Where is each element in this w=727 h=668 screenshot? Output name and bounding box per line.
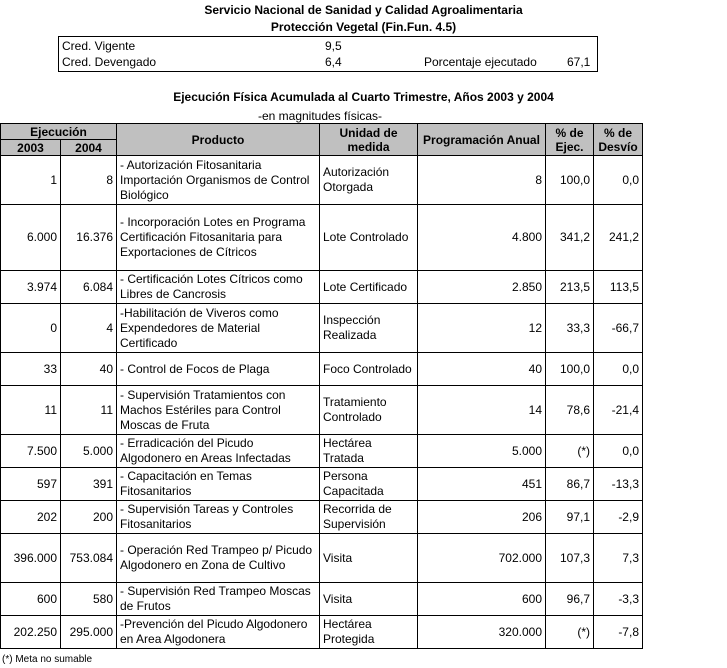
- cell-2003: 3.974: [1, 271, 61, 304]
- cell-programacion-anual: 600: [418, 583, 546, 616]
- cell-producto: - Incorporación Lotes en Programa Certificación Fitosanitaria para Exportaciones de Cítricos: [117, 205, 320, 271]
- cell-pct-desvio: -21,4: [594, 386, 643, 435]
- cell-unidad-medida: Hectárea Tratada: [320, 435, 418, 468]
- cell-pct-ejecucion: (*): [546, 616, 594, 649]
- cell-programacion-anual: 40: [418, 353, 546, 386]
- cell-2003: 6.000: [1, 205, 61, 271]
- cell-pct-ejecucion: 341,2: [546, 205, 594, 271]
- document-subtitle: Protección Vegetal (Fin.Fun. 4.5): [270, 20, 457, 34]
- cell-2004: 200: [61, 501, 117, 534]
- cell-unidad-medida: Recorrida de Supervisión: [320, 501, 418, 534]
- cell-programacion-anual: 14: [418, 386, 546, 435]
- cell-2004: 753.084: [61, 534, 117, 583]
- cell-programacion-anual: 4.800: [418, 205, 546, 271]
- cell-programacion-anual: 320.000: [418, 616, 546, 649]
- cell-producto: - Certificación Lotes Cítricos como Libres de Cancrosis: [117, 271, 320, 304]
- header-ejecucion: Ejecución: [1, 124, 117, 140]
- header-pct-desvio: % de Desvío: [594, 124, 643, 156]
- cell-unidad-medida: Hectárea Protegida: [320, 616, 418, 649]
- cell-unidad-medida: Inspección Realizada: [320, 304, 418, 353]
- cell-unidad-medida: Lote Controlado: [320, 205, 418, 271]
- cell-unidad-medida: Visita: [320, 583, 418, 616]
- cell-producto: - Autorización Fitosanitaria Importación Organismos de Control Biológico: [117, 156, 320, 205]
- credits-box: [58, 36, 598, 72]
- credito-vigente-value: 9,5: [325, 39, 342, 53]
- table-row: [1, 156, 643, 205]
- cell-2003: 1: [1, 156, 61, 205]
- cell-producto: - Control de Focos de Plaga: [117, 353, 320, 386]
- cell-2003: 7.500: [1, 435, 61, 468]
- cell-pct-desvio: -66,7: [594, 304, 643, 353]
- cell-pct-desvio: 0,0: [594, 435, 643, 468]
- cell-2003: 597: [1, 468, 61, 501]
- cell-2003: 600: [1, 583, 61, 616]
- cell-producto: - Supervisión Tareas y Controles Fitosanitarios: [117, 501, 320, 534]
- cell-pct-ejecucion: 100,0: [546, 353, 594, 386]
- cell-producto: - Capacitación en Temas Fitosanitarios: [117, 468, 320, 501]
- cell-unidad-medida: Tratamiento Controlado: [320, 386, 418, 435]
- cell-pct-ejecucion: 86,7: [546, 468, 594, 501]
- cell-2003: 202.250: [1, 616, 61, 649]
- cell-producto: - Erradicación del Picudo Algodonero en Areas Infectadas: [117, 435, 320, 468]
- cell-programacion-anual: 2.850: [418, 271, 546, 304]
- footnote: (*) Meta no sumable: [2, 654, 93, 665]
- table-row: [1, 271, 643, 304]
- cell-2004: 16.376: [61, 205, 117, 271]
- table-title: Ejecución Física Acumulada al Cuarto Trimestre, Años 2003 y 2004: [173, 90, 554, 104]
- table-row: [1, 616, 643, 649]
- cell-producto: -Habilitación de Viveros como Expendedores de Material Certificado: [117, 304, 320, 353]
- cell-pct-desvio: 113,5: [594, 271, 643, 304]
- table-row: [1, 501, 643, 534]
- header-pct-ejecucion: % de Ejec.: [546, 124, 594, 156]
- cell-2003: 202: [1, 501, 61, 534]
- table-row: [1, 304, 643, 353]
- header-producto: Producto: [117, 124, 320, 156]
- table-row: [1, 468, 643, 501]
- table-row: [1, 386, 643, 435]
- cell-pct-desvio: 0,0: [594, 353, 643, 386]
- cell-2004: 580: [61, 583, 117, 616]
- cell-pct-ejecucion: 107,3: [546, 534, 594, 583]
- table-row: [1, 583, 643, 616]
- cell-2004: 8: [61, 156, 117, 205]
- cell-unidad-medida: Visita: [320, 534, 418, 583]
- ejecucion-fisica-table: [0, 123, 643, 649]
- cell-producto: - Supervisión Tratamientos con Machos Estériles para Control Moscas de Fruta: [117, 386, 320, 435]
- cell-programacion-anual: 206: [418, 501, 546, 534]
- table-row: [1, 534, 643, 583]
- cell-2004: 295.000: [61, 616, 117, 649]
- header-2003: 2003: [1, 140, 61, 156]
- cell-pct-ejecucion: 78,6: [546, 386, 594, 435]
- cell-programacion-anual: 451: [418, 468, 546, 501]
- cell-2004: 391: [61, 468, 117, 501]
- cell-pct-ejecucion: 100,0: [546, 156, 594, 205]
- cell-pct-ejecucion: 213,5: [546, 271, 594, 304]
- cell-pct-ejecucion: 33,3: [546, 304, 594, 353]
- cell-2003: 396.000: [1, 534, 61, 583]
- cell-pct-desvio: -3,3: [594, 583, 643, 616]
- header-2004: 2004: [61, 140, 117, 156]
- cell-2003: 11: [1, 386, 61, 435]
- document-title: Servicio Nacional de Sanidad y Calidad Agroalimentaria: [204, 3, 523, 17]
- cell-2003: 0: [1, 304, 61, 353]
- cell-unidad-medida: Persona Capacitada: [320, 468, 418, 501]
- cell-programacion-anual: 12: [418, 304, 546, 353]
- cell-pct-desvio: 241,2: [594, 205, 643, 271]
- header-programacion-anual: Programación Anual: [418, 124, 546, 156]
- table-row: [1, 353, 643, 386]
- cell-2003: 33: [1, 353, 61, 386]
- cell-pct-desvio: -7,8: [594, 616, 643, 649]
- cell-2004: 5.000: [61, 435, 117, 468]
- cell-2004: 11: [61, 386, 117, 435]
- cell-programacion-anual: 5.000: [418, 435, 546, 468]
- porcentaje-ejecutado-label: Porcentaje ejecutado: [424, 55, 537, 69]
- table-row: [1, 435, 643, 468]
- cell-2004: 6.084: [61, 271, 117, 304]
- credito-vigente-label: Cred. Vigente: [62, 39, 136, 53]
- cell-pct-desvio: 0,0: [594, 156, 643, 205]
- table-row: [1, 205, 643, 271]
- cell-pct-desvio: -2,9: [594, 501, 643, 534]
- cell-pct-desvio: 7,3: [594, 534, 643, 583]
- cell-programacion-anual: 8: [418, 156, 546, 205]
- cell-producto: - Operación Red Trampeo p/ Picudo Algodonero en Zona de Cultivo: [117, 534, 320, 583]
- cell-unidad-medida: Lote Certificado: [320, 271, 418, 304]
- cell-producto: -Prevención del Picudo Algodonero en Area Algodonera: [117, 616, 320, 649]
- cell-2004: 40: [61, 353, 117, 386]
- cell-unidad-medida: Autorización Otorgada: [320, 156, 418, 205]
- cell-programacion-anual: 702.000: [418, 534, 546, 583]
- credito-devengado-value: 6,4: [325, 55, 342, 69]
- table-subtitle: -en magnitudes físicas-: [257, 109, 383, 123]
- porcentaje-ejecutado-value: 67,1: [567, 55, 591, 69]
- cell-2004: 4: [61, 304, 117, 353]
- cell-pct-ejecucion: 97,1: [546, 501, 594, 534]
- cell-producto: - Supervisión Red Trampeo Moscas de Frutos: [117, 583, 320, 616]
- cell-pct-desvio: -13,3: [594, 468, 643, 501]
- cell-pct-ejecucion: 96,7: [546, 583, 594, 616]
- credito-devengado-label: Cred. Devengado: [62, 55, 157, 69]
- cell-pct-ejecucion: (*): [546, 435, 594, 468]
- header-unidad-medida: Unidad de medida: [320, 124, 418, 156]
- cell-unidad-medida: Foco Controlado: [320, 353, 418, 386]
